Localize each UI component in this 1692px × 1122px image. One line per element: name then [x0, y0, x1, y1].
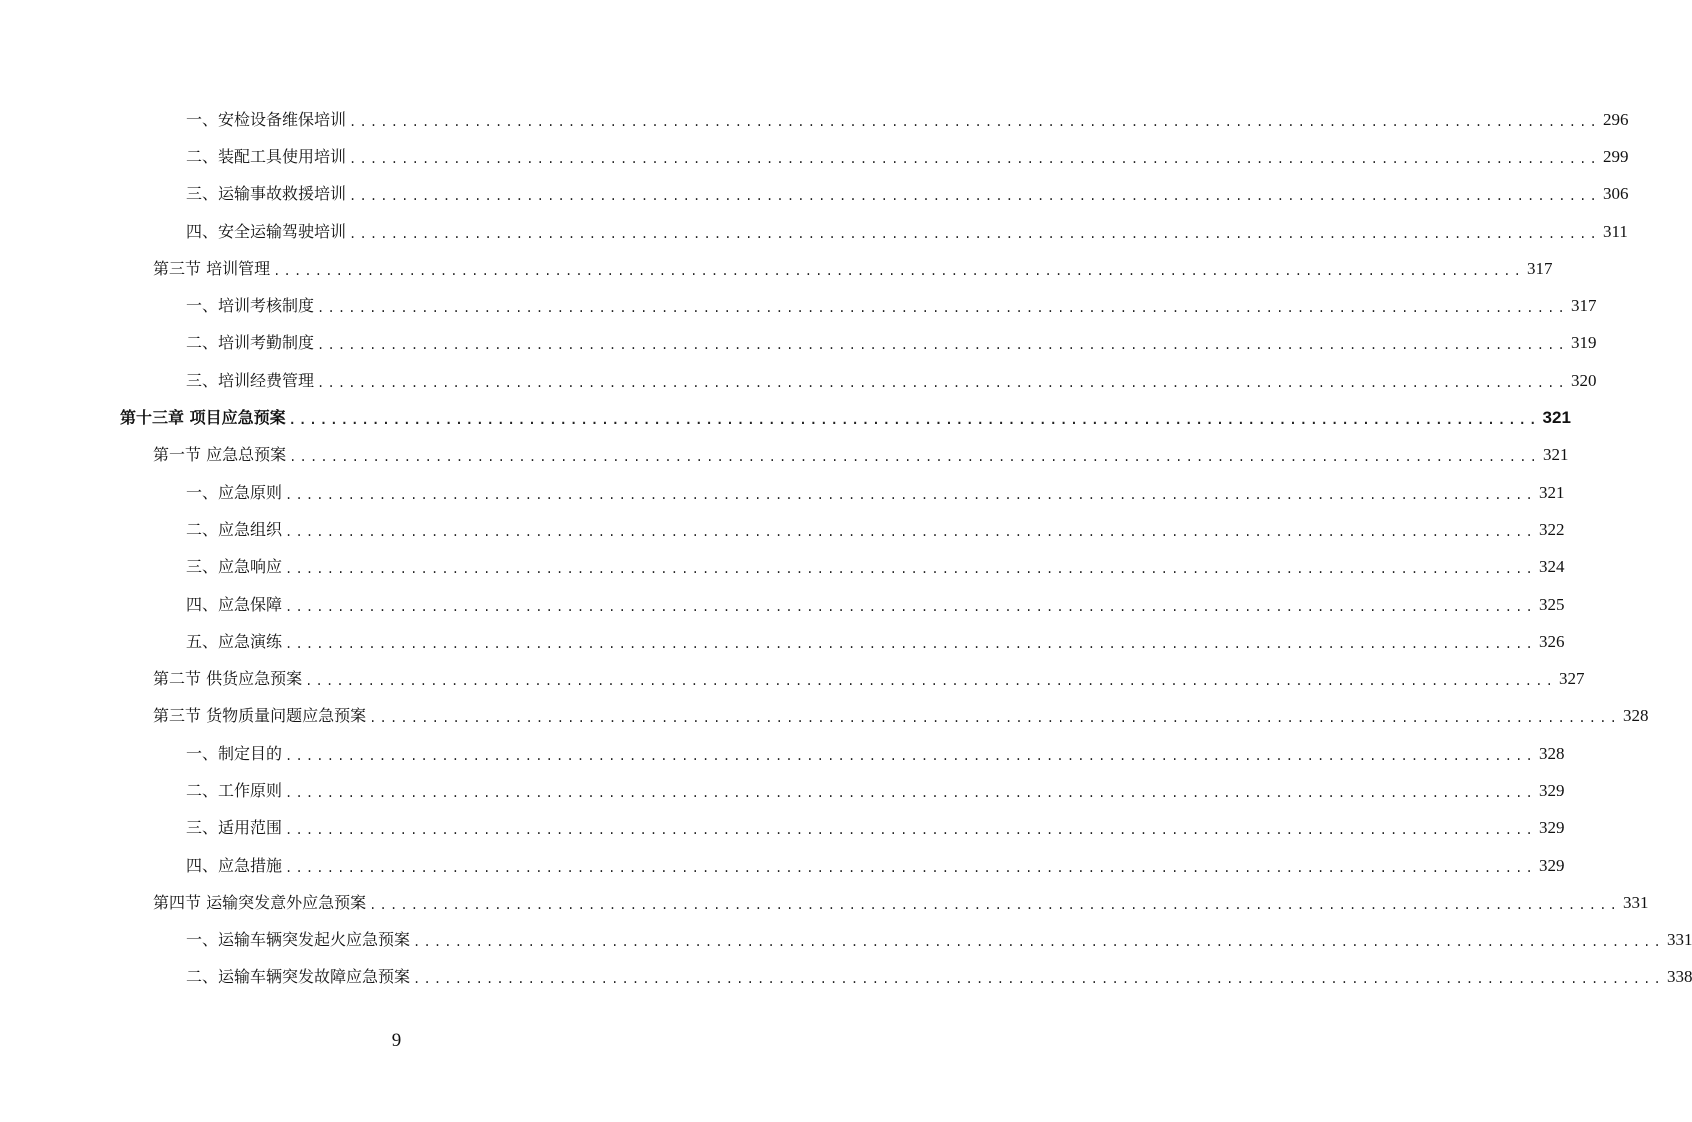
toc-entry-title: 三、应急响应 [186, 557, 283, 577]
toc-entry-title: 一、培训考核制度 [186, 296, 315, 316]
toc-entry[interactable] [0, 810, 1565, 847]
toc-entry-page: 326 [1538, 631, 1565, 651]
toc-entry-title: 四、应急保障 [186, 594, 283, 614]
dot-leader: ........................................................................................................................ [285, 785, 1536, 800]
toc-entry-page: 329 [1538, 818, 1565, 838]
toc-entry-title: 三、培训经费管理 [186, 370, 315, 390]
dot-leader: ........................................................................................................................ [285, 860, 1536, 875]
toc-entry-title: 一、运输车辆突发起火应急预案 [186, 930, 411, 950]
dot-leader: ........................................................................................................................ [317, 301, 1568, 316]
toc-entry[interactable] [0, 213, 1628, 250]
toc-chapter-entry[interactable] [0, 399, 1571, 436]
toc-entry-page: 319 [1570, 333, 1597, 353]
toc-section-entry[interactable] [0, 698, 1649, 735]
toc-entry-page: 321 [1543, 445, 1569, 465]
toc-entry[interactable] [0, 362, 1597, 399]
toc-entry-page: 324 [1538, 557, 1565, 577]
toc-entry-page: 306 [1602, 184, 1629, 204]
dot-leader: ........................................................................................................................ [288, 413, 1540, 428]
dot-leader: ........................................................................................................................ [349, 226, 1600, 241]
toc-entry-page: 296 [1602, 109, 1629, 129]
toc-entry-title: 二、运输车辆突发故障应急预案 [186, 967, 411, 987]
toc-entry-page: 325 [1538, 594, 1565, 614]
toc-entry-title: 三、运输事故救援培训 [186, 184, 347, 204]
dot-leader: ........................................................................................................................ [273, 263, 1525, 278]
toc-entry-page: 311 [1602, 221, 1628, 241]
toc-entry[interactable] [0, 735, 1565, 772]
toc-entry-page: 327 [1559, 669, 1585, 689]
toc-entry-title: 二、工作原则 [186, 780, 283, 800]
toc-entry-title: 一、制定目的 [186, 743, 283, 763]
toc-entry[interactable] [0, 511, 1565, 548]
toc-section-entry[interactable] [0, 437, 1569, 474]
toc-entry[interactable] [0, 772, 1565, 809]
toc-entry-page: 320 [1570, 370, 1597, 390]
dot-leader: ........................................................................................................................ [349, 151, 1600, 166]
dot-leader: ........................................................................................................................ [285, 524, 1536, 539]
toc-entry-title: 五、应急演练 [186, 631, 283, 651]
page-number: 9 [391, 1030, 402, 1051]
toc-entry-title: 二、应急组织 [186, 519, 283, 539]
toc-entry-title: 四、应急措施 [186, 855, 283, 875]
toc-entry[interactable] [0, 138, 1629, 175]
dot-leader: ........................................................................................................................ [369, 897, 1621, 912]
toc-entry[interactable] [0, 101, 1629, 138]
toc-entry-title: 第三节 培训管理 [153, 258, 271, 278]
dot-leader: ........................................................................................................................ [413, 935, 1664, 950]
toc-entry[interactable] [0, 847, 1565, 884]
toc-entry-title: 第四节 运输突发意外应急预案 [153, 892, 367, 912]
toc-entry-title: 第十三章 项目应急预案 [120, 408, 286, 428]
toc-entry-title: 一、应急原则 [186, 482, 283, 502]
toc-entry-page: 321 [1538, 482, 1565, 502]
dot-leader: ........................................................................................................................ [317, 338, 1568, 353]
toc-entry-page: 328 [1538, 743, 1565, 763]
toc-entry-page: 329 [1538, 855, 1565, 875]
dot-leader: ........................................................................................................................ [285, 636, 1536, 651]
dot-leader: ........................................................................................................................ [285, 487, 1536, 502]
dot-leader: ........................................................................................................................ [305, 674, 1557, 689]
dot-leader: ........................................................................................................................ [289, 450, 1541, 465]
dot-leader: ........................................................................................................................ [285, 562, 1536, 577]
toc-entry-title: 三、适用范围 [186, 818, 283, 838]
dot-leader: ........................................................................................................................ [413, 972, 1664, 987]
toc-entry-page: 317 [1527, 258, 1553, 278]
toc-entry[interactable] [0, 586, 1565, 623]
dot-leader: ........................................................................................................................ [369, 711, 1621, 726]
toc-entry-page: 338 [1666, 967, 1692, 987]
toc-entry-title: 四、安全运输驾驶培训 [186, 221, 347, 241]
dot-leader: ........................................................................................................................ [285, 748, 1536, 763]
toc-entry-title: 第二节 供货应急预案 [153, 669, 303, 689]
toc-entry[interactable] [0, 287, 1597, 324]
toc-entry[interactable] [0, 549, 1565, 586]
toc-section-entry[interactable] [0, 250, 1553, 287]
toc-entry[interactable] [0, 474, 1565, 511]
toc-entry[interactable] [0, 325, 1597, 362]
toc-section-entry[interactable] [0, 884, 1649, 921]
dot-leader: ........................................................................................................................ [285, 599, 1536, 614]
toc-entry-page: 322 [1538, 519, 1565, 539]
toc-entry-page: 329 [1538, 780, 1565, 800]
toc-entry-page: 317 [1570, 296, 1597, 316]
toc-entry-title: 第一节 应急总预案 [153, 445, 287, 465]
table-of-contents [0, 101, 1692, 996]
dot-leader: ........................................................................................................................ [285, 823, 1536, 838]
toc-entry-page: 328 [1623, 706, 1649, 726]
dot-leader: ........................................................................................................................ [349, 114, 1600, 129]
toc-section-entry[interactable] [0, 660, 1585, 697]
toc-entry[interactable] [0, 959, 1692, 996]
toc-entry-page: 331 [1666, 930, 1692, 950]
toc-entry-title: 二、装配工具使用培训 [186, 146, 347, 166]
dot-leader: ........................................................................................................................ [317, 375, 1568, 390]
toc-entry-page: 331 [1623, 892, 1649, 912]
toc-entry-page: 299 [1602, 146, 1629, 166]
toc-entry-title: 第三节 货物质量问题应急预案 [153, 706, 367, 726]
dot-leader: ........................................................................................................................ [349, 189, 1600, 204]
toc-entry[interactable] [0, 922, 1692, 959]
toc-entry-title: 二、培训考勤制度 [186, 333, 315, 353]
toc-entry[interactable] [0, 623, 1565, 660]
toc-entry-title: 一、安检设备维保培训 [186, 109, 347, 129]
toc-entry[interactable] [0, 176, 1629, 213]
toc-entry-page: 321 [1542, 408, 1571, 428]
